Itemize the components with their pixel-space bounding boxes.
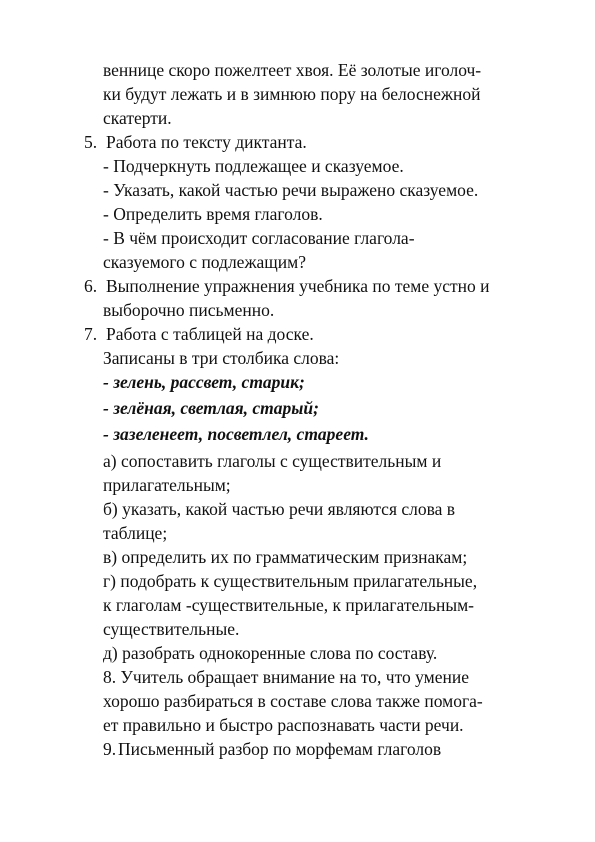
text-line: а) сопоставить глаголы с существительным и (103, 451, 442, 471)
text-line: ки будут лежать и в зимнюю пору на белоснежной (103, 84, 481, 104)
text-line: веннице скоро пожелтеет хвоя. Её золотые иголоч- (103, 60, 482, 80)
text-line: ет правильно и быстро распознавать части речи. (103, 715, 464, 735)
item-number: 9. (103, 739, 117, 759)
text-line: - Определить время глаголов. (103, 204, 323, 224)
text-line: б) указать, какой частью речи являются слова в (103, 499, 456, 519)
text-line: - В чём происходит согласование глагола- (103, 228, 415, 248)
text-line: сказуемого с подлежащим? (103, 252, 306, 272)
item-heading: Работа с таблицей на доске. (106, 324, 314, 344)
text-line: прилагательным; (103, 475, 231, 495)
item-heading: Работа по тексту диктанта. (106, 132, 307, 152)
item-number: 6. (84, 276, 98, 296)
text-line: к глаголам -существительные, к прилагательным- (103, 595, 474, 615)
text-line: существительные. (103, 619, 240, 639)
text-line: в) определить их по грамматическим признакам; (103, 547, 468, 567)
item-heading: Письменный разбор по морфемам глаголов (118, 739, 442, 759)
text-line: 8. Учитель обращает внимание на то, что умение (103, 667, 469, 687)
bold-italic-line: - зелень, рассвет, старик; (103, 372, 305, 392)
item-number: 5. (84, 132, 98, 152)
text-line: - Указать, какой частью речи выражено сказуемое. (103, 180, 479, 200)
text-line: таблице; (103, 523, 168, 543)
text-line: д) разобрать однокоренные слова по составу. (103, 643, 438, 663)
text-line: выборочно письменно. (103, 300, 275, 320)
item-heading: Выполнение упражнения учебника по теме устно и (106, 276, 490, 296)
text-line: скатерти. (103, 108, 172, 128)
text-line: хорошо разбираться в составе слова также помога- (103, 691, 483, 711)
text-line: г) подобрать к существительным прилагательные, (103, 571, 478, 591)
text-line: - Подчеркнуть подлежащее и сказуемое. (103, 156, 404, 176)
text-line: Записаны в три столбика слова: (103, 348, 340, 368)
bold-italic-line: - зелёная, светлая, старый; (103, 398, 319, 418)
item-number: 7. (84, 324, 98, 344)
bold-italic-line: - зазеленеет, посветлел, стареет. (103, 424, 369, 444)
